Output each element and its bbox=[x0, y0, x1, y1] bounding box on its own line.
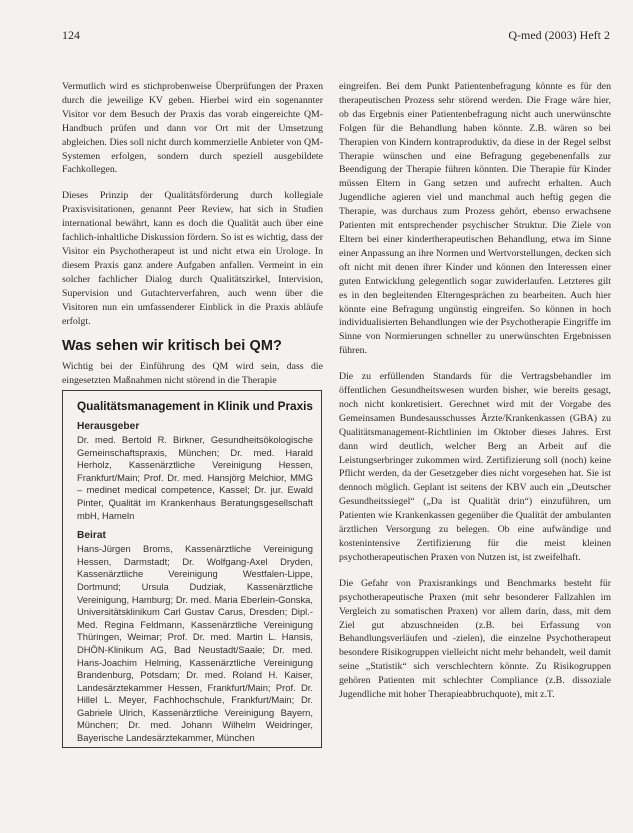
editorial-board-box bbox=[62, 390, 322, 748]
journal-citation: Q-med (2003) Heft 2 bbox=[508, 28, 610, 42]
left-column bbox=[62, 80, 323, 400]
right-paragraph-1: eingreifen. Bei dem Punkt Patientenbefragung könnte es für den therapeutischen Prozess sehr störend werden. Die Frage wäre hier, ob das Ergebnis einer Patientenbefragung nicht auch unerwünschte Folgen für die Behandlung haben könnte. Z.B. wären so bei Therapien von Kindern kontraproduktiv, da diese in der Regel selbst Therapie wünschen und eine Befragung gegebenenfalls zur Beendigung der Therapie führen könnten. Die Therapie für Kinder müssen Eltern in Gang setzen und aufrecht erhalten. Auch Jugendliche agieren viel und manchmal auch heftig gegen die Therapie, was durchaus zum Prozess gehört, ebenso erwachsene Patienten mit entsprechender psychischer Struktur. Die Ziele von Eltern bei einer kindertherapeutischen Behandlung, etwa im Sinne einer Anpassung an ihre Normen und Wertvorstellungen, decken sich oft nicht mit denen ihrer Kinder und können den Interessen einer guten Entwicklung gelegentlich sogar zuwiderlaufen. Letzteres gilt es in den begleitenden Elterngesprächen zu bearbeiten. Auch hier könnte eine Befragung ungünstig eingreifen. So können in hoch individualisierten Behandlungen wie der Psychotherapie Eingriffe im Sinne von Normierungen schneller zu unerwünschten Ergebnissen führen. bbox=[339, 81, 611, 357]
left-paragraph-1: Vermutlich wird es stichprobenweise Überprüfungen der Praxen durch die jeweilige KV geben. Hierbei wird ein sogenannter Visitor vor dem Besuch der Praxis das vorab eingereichte QM-Handbuch prüfen und dann vor Ort mit der Umsetzung abgleichen. Dies soll nicht durch kommerzielle Anbieter von QM-Systemen erfolgen, sondern durch speziell ausgebildete Fachkollegen. bbox=[62, 81, 323, 176]
page-header bbox=[62, 28, 610, 48]
board-heading: Beirat bbox=[77, 530, 106, 542]
right-paragraph-2: Die zu erfüllenden Standards für die Vertragsbehandler im öffentlichen Gesundheitswesen wurden bisher, wie bereits gesagt, noch nicht konkretisiert. Gerechnet wird mit der Vorgabe des Gemeinsamen Bundesausschusses Ärzte/Krankenkassen (GBA) zu Qualitätsmanagement-Richtlinien im Oktober dieses Jahres. Erst dann wird deutlich, welcher Berg an Arbeit auf die Leistungserbringer zukommen wird. Zertifizierung soll (noch) keine Pflicht werden, da der Gesetzgeber dies nicht vorgesehen hat. Sie ist dennoch möglich. Geplant ist seitens der KBV auch ein „Deutscher Gesundheitssiegel“ („Da ist Qualität drin“) einzuführen, um Patienten wie Krankenkassen gegenüber die Qualität der ambulanten ärztlichen Versorgung zu belegen. Ob eine aufwändige und kostenintensive Zertifizierung für die meist kleinen psychotherapeutischen Praxen von Nutzen ist, ist zweifelhaft. bbox=[339, 371, 611, 563]
board-text: Hans-Jürgen Broms, Kassenärztliche Vereinigung Hessen, Darmstadt; Dr. Wolfgang-Axel Dryden, Kassenärztliche Vereinigung Westfalen-Lippe, Dortmund; Ursula Dudziak, Kassenärztliche Vereinigung, Hamburg; Dr. med. Maria Eberlein-Gonska, Universitätsklinikum Carl Gustav Carus, Dresden; Dipl.-Med. Regina Feldmann, Kassenärztliche Vereinigung Thüringen, Weimar; Prof. Dr. med. Martin L. Hansis, DHÖN-Klinikum AG, Bad Neustadt/Saale; Dr. med. Hans-Joachim Helming, Kassenärztliche Vereinigung Brandenburg, Potsdam; Dr. med. Roland H. Kaiser, Landesärztekammer Hessen, Frankfurt/Main; Prof. Dr. Hillel L. Meyer, Fachhochschule, Frankfurt/Main; Dr. Gabriele Ulrich, Kassenärztliche Vereinigung Bayern, München; Dr. med. Johann Wilhelm Weidringer, Bayerische Landesärztekammer, München bbox=[77, 543, 313, 744]
left-paragraph-2: Dieses Prinzip der Qualitätsförderung durch kollegiale Praxisvisitationen, genannt Peer Review, hat sich in Studien international bewährt, kann es doch die Qualität auch über eine fachlich-inhaltliche Diskussion fördern. So ist es wichtig, dass der Visitor ein Psychotherapeut ist und nicht etwa ein Urologe. In diesem Praxis ganz andere Aufgaben anfallen. Vermeint in ein solcher fachlicher Dialog durch Qualitätszirkel, Intervision, Supervision und Gutachterverfahren, auch wenn über die Visitoren nun ein umfassenderer Einblick in die Praxis abläufe erfolgt. bbox=[62, 190, 323, 327]
box-title: Qualitätsmanagement in Klinik und Praxis bbox=[77, 399, 313, 413]
section-heading: Was sehen wir kritisch bei QM? bbox=[62, 338, 283, 355]
right-column bbox=[339, 80, 611, 714]
page-number: 124 bbox=[62, 28, 80, 42]
publishers-text: Dr. med. Bertold R. Birkner, Gesundheitsökologische Gemeinschaftspraxis, München; Dr. med. Harald Herholz, Kassenärztliche Vereinigung Hessen, Frankfurt/Main; Prof. Dr. med. Hansjörg Melchior, MMG – medinet medical competence, Kassel; Dr. jur. Ewald Pinter, Qualität im Krankenhaus Beratungsgesellschaft mbH, Hameln bbox=[77, 434, 313, 521]
right-paragraph-3: Die Gefahr von Praxisrankings und Benchmarks besteht für psychotherapeutische Praxen (mit sehr besonderer Fallzahlen im Vergleich zu somatischen Praxen) vor allem darin, dass, mit dem Ziel gut abzuschneiden (z.B. bei Erfassung von Behandlungsverläufen und -zielen), die einzelne Psychotherapeut besondere Risikogruppen vielleicht nicht mehr behandelt, weil damit seine „Statistik“ sich verschlechtern könnte. Zu Risikogruppen gehören Patienten mit schlechter Compliance (z.B. dissoziale Jugendliche mit hoher Therapieabbruchquote), mit z.T. bbox=[339, 577, 611, 701]
left-paragraph-3: Wichtig bei der Einführung des QM wird sein, dass die eingesetzten Maßnahmen nicht störend in die Therapie bbox=[62, 361, 323, 387]
publishers-heading: Herausgeber bbox=[77, 421, 140, 432]
